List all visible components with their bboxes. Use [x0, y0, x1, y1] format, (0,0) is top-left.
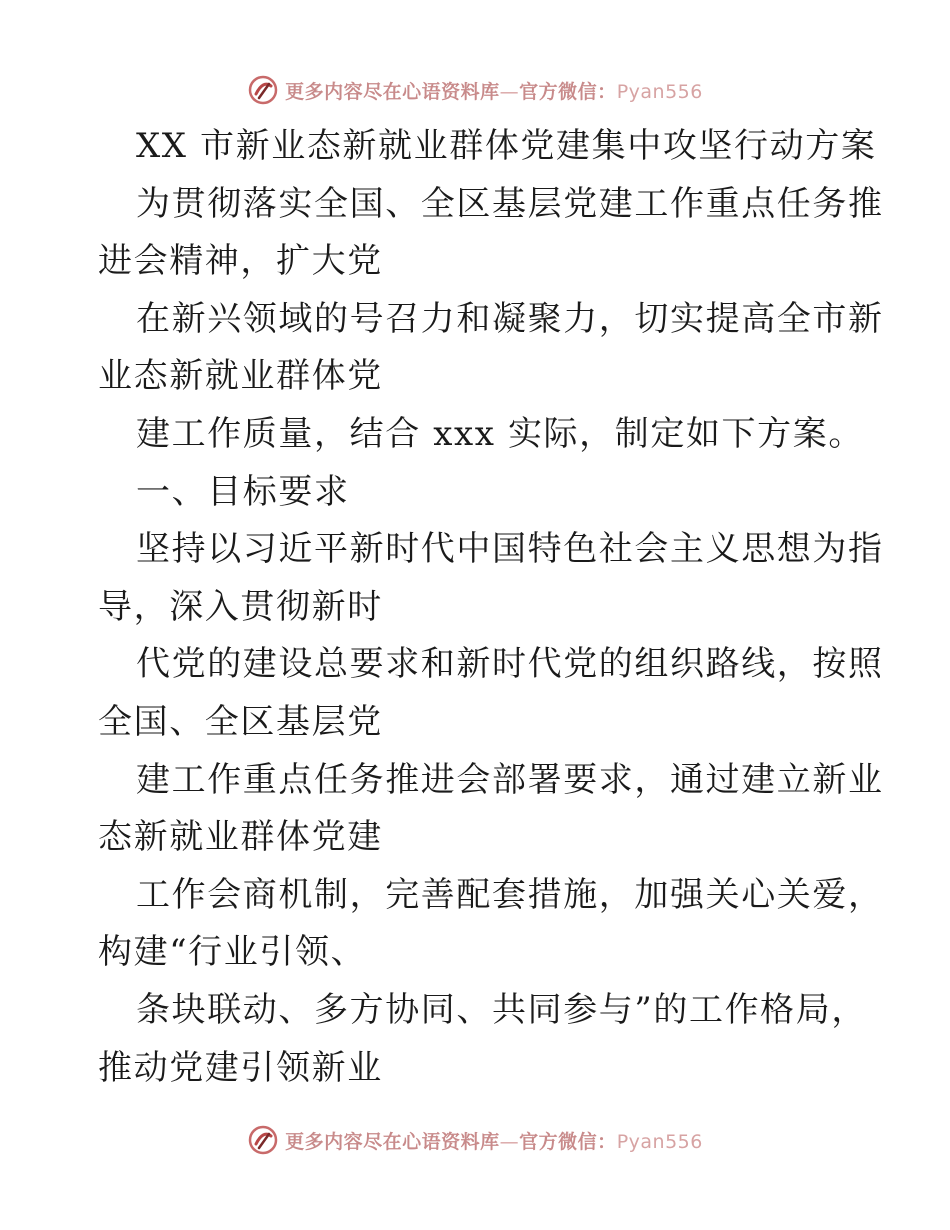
paragraph-line: 建工作重点任务推进会部署要求，通过建立新业	[136, 759, 884, 800]
paragraph-line: 导，深入贯彻新时	[98, 586, 383, 627]
paragraph-line: 为贯彻落实全国、全区基层党建工作重点任务推	[136, 183, 884, 224]
paragraph-line: 全国、全区基层党	[98, 701, 383, 742]
logo-icon	[247, 74, 279, 106]
paragraph-line: 构建“行业引领、	[98, 932, 367, 973]
document-title: XX 市新业态新就业群体党建集中攻坚行动方案	[136, 126, 877, 166]
watermark-text: 更多内容尽在心语资料库—官方微信：Pyan556	[285, 80, 703, 103]
paragraph-line: 进会精神，扩大党	[98, 241, 383, 282]
footer-watermark	[0, 1120, 950, 1160]
paragraph-line: 态新就业群体党建	[98, 817, 383, 858]
paragraph-line: 条块联动、多方协同、共同参与”的工作格局，	[136, 989, 867, 1030]
section-heading: 一、目标要求	[136, 471, 350, 512]
paragraph-line: 代党的建设总要求和新时代党的组织路线，按照	[136, 644, 884, 685]
document-body	[98, 118, 884, 1097]
paragraph-line: 推动党建引领新业	[98, 1047, 383, 1088]
logo-icon	[247, 1124, 279, 1156]
header-watermark	[0, 70, 950, 110]
paragraph-line: 在新兴领域的号召力和凝聚力，切实提高全市新	[136, 298, 884, 339]
paragraph-line: 工作会商机制，完善配套措施，加强关心关爱，	[136, 874, 884, 915]
paragraph-line: 坚持以习近平新时代中国特色社会主义思想为指	[136, 529, 884, 570]
watermark-text: 更多内容尽在心语资料库—官方微信：Pyan556	[285, 1130, 703, 1153]
paragraph-line: 业态新就业群体党	[98, 356, 383, 397]
paragraph-line: 建工作质量，结合 xxx 实际，制定如下方案。	[136, 413, 864, 454]
